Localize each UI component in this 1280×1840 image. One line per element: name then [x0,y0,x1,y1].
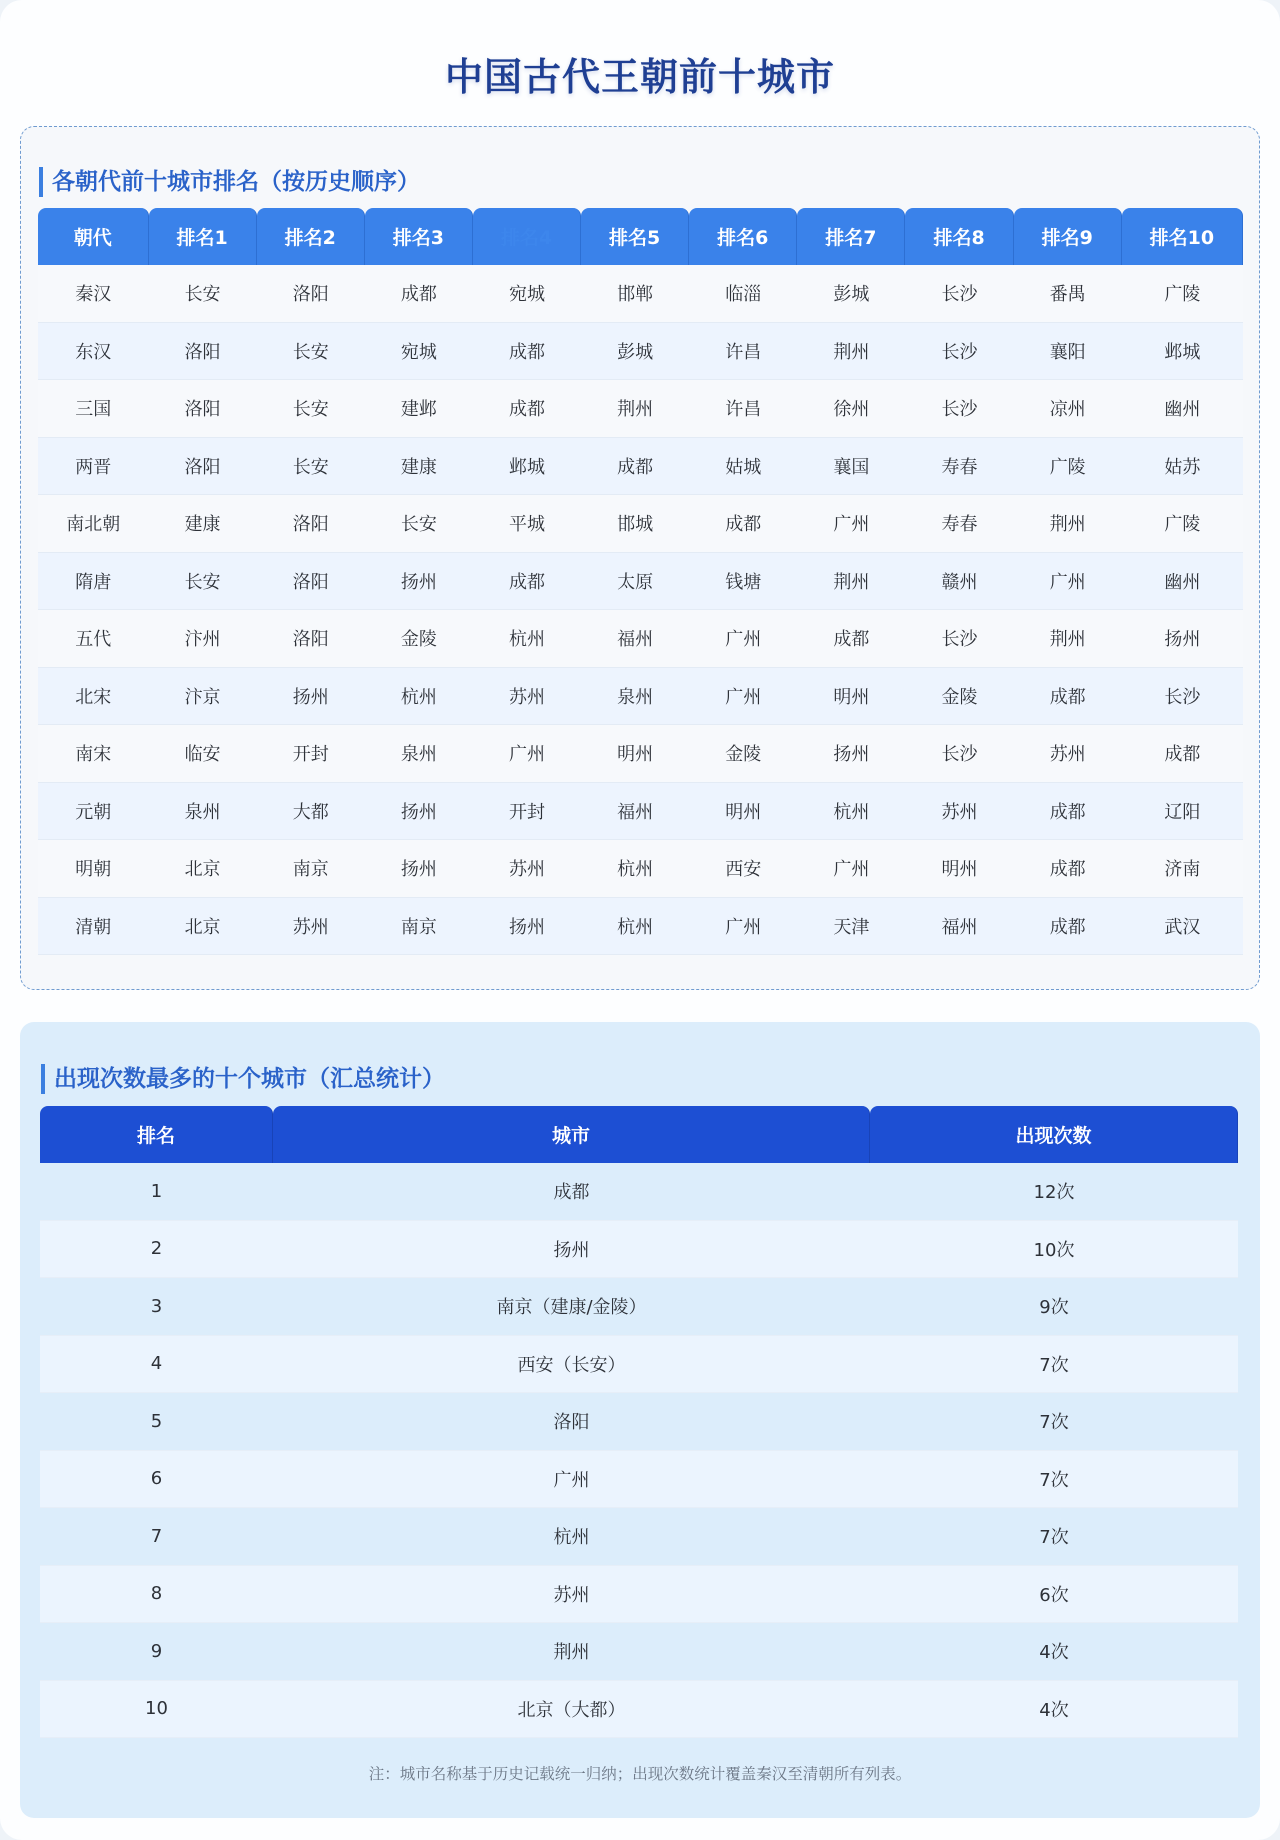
table-cell: 金陵 [689,725,797,783]
table-cell: 汴京 [149,668,257,726]
table-cell: 杭州 [273,1508,870,1566]
table-cell: 北京 [149,898,257,956]
table-cell: 荆州 [1014,610,1122,668]
table-cell: 杭州 [581,840,689,898]
table-cell: 长沙 [905,725,1013,783]
dynasty-ranking-card [20,126,1260,990]
table-cell: 成都 [1014,840,1122,898]
table-cell: 7次 [870,1451,1238,1509]
table-cell: 北京（大都） [273,1681,870,1739]
table-cell: 明州 [905,840,1013,898]
table-cell: 荆州 [1014,495,1122,553]
table-cell: 汴州 [149,610,257,668]
table-cell: 6次 [870,1566,1238,1624]
table-cell: 寿春 [905,438,1013,496]
table-cell: 太原 [581,553,689,611]
table-cell: 襄阳 [1014,323,1122,381]
table-cell: 成都 [473,323,581,381]
table-cell: 北京 [149,840,257,898]
column-header: 排名2 [257,208,365,265]
table-cell: 荆州 [273,1623,870,1681]
footnote: 注：城市名称基于历史记载统一归纳；出现次数统计覆盖秦汉至清朝所有列表。 [368,1765,912,1783]
table-cell: 4 [40,1336,273,1394]
table-cell: 许昌 [689,323,797,381]
table-cell: 临淄 [689,265,797,323]
table-cell: 东汉 [38,323,149,381]
table-row [40,1336,1238,1394]
table-cell: 南宋 [38,725,149,783]
table-cell: 7次 [870,1508,1238,1566]
table-cell: 赣州 [905,553,1013,611]
table-cell: 扬州 [1122,610,1243,668]
table-row [38,783,1243,841]
table-row [40,1451,1238,1509]
table-cell: 成都 [1014,898,1122,956]
table-cell: 福州 [581,783,689,841]
table-header-row [40,1106,1238,1163]
table-cell: 长安 [257,438,365,496]
table-cell: 扬州 [273,1221,870,1279]
table-cell: 南北朝 [38,495,149,553]
table-cell: 明州 [797,668,905,726]
table-cell: 1 [40,1163,273,1221]
dynasty-ranking-table [38,208,1243,955]
column-header: 排名4 [473,208,581,265]
table-cell: 金陵 [365,610,473,668]
table-cell: 福州 [905,898,1013,956]
table-row [38,668,1243,726]
table-cell: 许昌 [689,380,797,438]
column-header: 排名 [40,1106,273,1163]
table-cell: 荆州 [797,553,905,611]
table-cell: 长安 [149,553,257,611]
table-row [38,553,1243,611]
column-header: 排名5 [581,208,689,265]
table-cell: 广州 [797,840,905,898]
table-cell: 泉州 [581,668,689,726]
table-cell: 成都 [1122,725,1243,783]
table-cell: 12次 [870,1163,1238,1221]
table-cell: 开封 [257,725,365,783]
table-cell: 两晋 [38,438,149,496]
table-cell: 4次 [870,1623,1238,1681]
table-cell: 广州 [1014,553,1122,611]
table-cell: 洛阳 [149,380,257,438]
table-cell: 4次 [870,1681,1238,1739]
table-cell: 幽州 [1122,380,1243,438]
table-cell: 开封 [473,783,581,841]
table-cell: 临安 [149,725,257,783]
table-cell: 三国 [38,380,149,438]
column-header: 排名6 [689,208,797,265]
table-cell: 南京 [257,840,365,898]
column-header: 排名1 [149,208,257,265]
page-title: 中国古代王朝前十城市 [444,55,835,99]
table-cell: 广州 [473,725,581,783]
table-cell: 明州 [581,725,689,783]
table-cell: 广州 [689,668,797,726]
column-header: 排名10 [1122,208,1243,265]
table-row [38,265,1243,323]
table-cell: 洛阳 [149,323,257,381]
table-cell: 3 [40,1278,273,1336]
table-cell: 济南 [1122,840,1243,898]
table-cell: 扬州 [473,898,581,956]
table-cell: 扬州 [797,725,905,783]
table-cell: 长安 [257,380,365,438]
table-cell: 宛城 [365,323,473,381]
table-cell: 扬州 [365,783,473,841]
table-cell: 隋唐 [38,553,149,611]
table-cell: 泉州 [149,783,257,841]
table-cell: 扬州 [365,840,473,898]
table-cell: 清朝 [38,898,149,956]
table-cell: 杭州 [365,668,473,726]
table-cell: 成都 [273,1163,870,1221]
summary-heading: 出现次数最多的十个城市（汇总统计） [41,1064,445,1094]
table-cell: 6 [40,1451,273,1509]
table-row [38,898,1243,956]
table-cell: 7 [40,1508,273,1566]
table-cell: 扬州 [257,668,365,726]
summary-table [40,1106,1238,1738]
table-row [40,1508,1238,1566]
table-cell: 成都 [1014,668,1122,726]
table-row [40,1623,1238,1681]
table-cell: 5 [40,1393,273,1451]
table-cell: 杭州 [797,783,905,841]
table-cell: 番禺 [1014,265,1122,323]
table-row [40,1681,1238,1739]
table-cell: 幽州 [1122,553,1243,611]
column-header: 排名9 [1014,208,1122,265]
table-cell: 西安（长安） [273,1336,870,1394]
column-header: 出现次数 [870,1106,1238,1163]
table-cell: 五代 [38,610,149,668]
table-cell: 长安 [257,323,365,381]
column-header: 排名3 [365,208,473,265]
table-cell: 长沙 [1122,668,1243,726]
table-cell: 建邺 [365,380,473,438]
table-cell: 洛阳 [257,553,365,611]
table-row [38,323,1243,381]
column-header: 城市 [273,1106,870,1163]
table-cell: 成都 [365,265,473,323]
table-cell: 钱塘 [689,553,797,611]
table-cell: 苏州 [473,668,581,726]
table-cell: 广陵 [1014,438,1122,496]
table-cell: 西安 [689,840,797,898]
table-cell: 宛城 [473,265,581,323]
table-cell: 彭城 [797,265,905,323]
table-cell: 广州 [273,1451,870,1509]
table-row [40,1221,1238,1279]
table-cell: 天津 [797,898,905,956]
table-cell: 长沙 [905,610,1013,668]
table-cell: 寿春 [905,495,1013,553]
table-cell: 苏州 [273,1566,870,1624]
table-cell: 大都 [257,783,365,841]
column-header: 朝代 [38,208,149,265]
table-cell: 长沙 [905,380,1013,438]
table-cell: 苏州 [473,840,581,898]
table-cell: 长安 [149,265,257,323]
table-cell: 辽阳 [1122,783,1243,841]
table-cell: 洛阳 [149,438,257,496]
table-cell: 徐州 [797,380,905,438]
table-row [40,1278,1238,1336]
table-cell: 7次 [870,1336,1238,1394]
table-cell: 扬州 [365,553,473,611]
table-cell: 10次 [870,1221,1238,1279]
table-cell: 彭城 [581,323,689,381]
table-cell: 洛阳 [257,610,365,668]
table-cell: 成都 [689,495,797,553]
table-cell: 成都 [581,438,689,496]
table-cell: 北宋 [38,668,149,726]
summary-card [20,1022,1260,1818]
table-cell: 元朝 [38,783,149,841]
table-cell: 长沙 [905,265,1013,323]
table-row [38,610,1243,668]
table-cell: 成都 [473,380,581,438]
table-cell: 8 [40,1566,273,1624]
table-cell: 9 [40,1623,273,1681]
table-cell: 襄国 [797,438,905,496]
column-header: 排名7 [797,208,905,265]
table-cell: 福州 [581,610,689,668]
table-cell: 武汉 [1122,898,1243,956]
table-cell: 杭州 [581,898,689,956]
table-cell: 杭州 [473,610,581,668]
table-cell: 金陵 [905,668,1013,726]
table-cell: 广州 [689,610,797,668]
table-body [40,1163,1238,1738]
table-cell: 成都 [1014,783,1122,841]
table-cell: 明朝 [38,840,149,898]
table-cell: 长沙 [905,323,1013,381]
table-cell: 10 [40,1681,273,1739]
table-cell: 凉州 [1014,380,1122,438]
table-cell: 苏州 [257,898,365,956]
table-row [38,380,1243,438]
table-cell: 明州 [689,783,797,841]
table-header-row [38,208,1243,265]
table-cell: 建康 [365,438,473,496]
table-cell: 长安 [365,495,473,553]
table-cell: 7次 [870,1393,1238,1451]
table-cell: 荆州 [581,380,689,438]
table-body [38,265,1243,955]
table-cell: 姑苏 [1122,438,1243,496]
table-cell: 广陵 [1122,265,1243,323]
table-cell: 泉州 [365,725,473,783]
table-cell: 成都 [473,553,581,611]
table-cell: 邺城 [473,438,581,496]
table-cell: 建康 [149,495,257,553]
table-cell: 邯郸 [581,265,689,323]
table-cell: 洛阳 [257,265,365,323]
table-row [38,438,1243,496]
table-cell: 洛阳 [257,495,365,553]
table-cell: 广州 [797,495,905,553]
table-row [40,1566,1238,1624]
table-row [40,1393,1238,1451]
column-header: 排名8 [905,208,1013,265]
table-row [38,725,1243,783]
table-row [38,840,1243,898]
table-cell: 南京 [365,898,473,956]
table-cell: 9次 [870,1278,1238,1336]
table-cell: 姑城 [689,438,797,496]
table-cell: 南京（建康/金陵） [273,1278,870,1336]
table-cell: 平城 [473,495,581,553]
table-cell: 秦汉 [38,265,149,323]
table-row [38,495,1243,553]
dynasty-ranking-heading: 各朝代前十城市排名（按历史顺序） [39,167,420,197]
table-cell: 邯城 [581,495,689,553]
table-row [40,1163,1238,1221]
table-cell: 广陵 [1122,495,1243,553]
table-cell: 荆州 [797,323,905,381]
table-cell: 苏州 [905,783,1013,841]
table-cell: 2 [40,1221,273,1279]
table-cell: 成都 [797,610,905,668]
table-cell: 邺城 [1122,323,1243,381]
table-cell: 广州 [689,898,797,956]
table-cell: 苏州 [1014,725,1122,783]
table-cell: 洛阳 [273,1393,870,1451]
